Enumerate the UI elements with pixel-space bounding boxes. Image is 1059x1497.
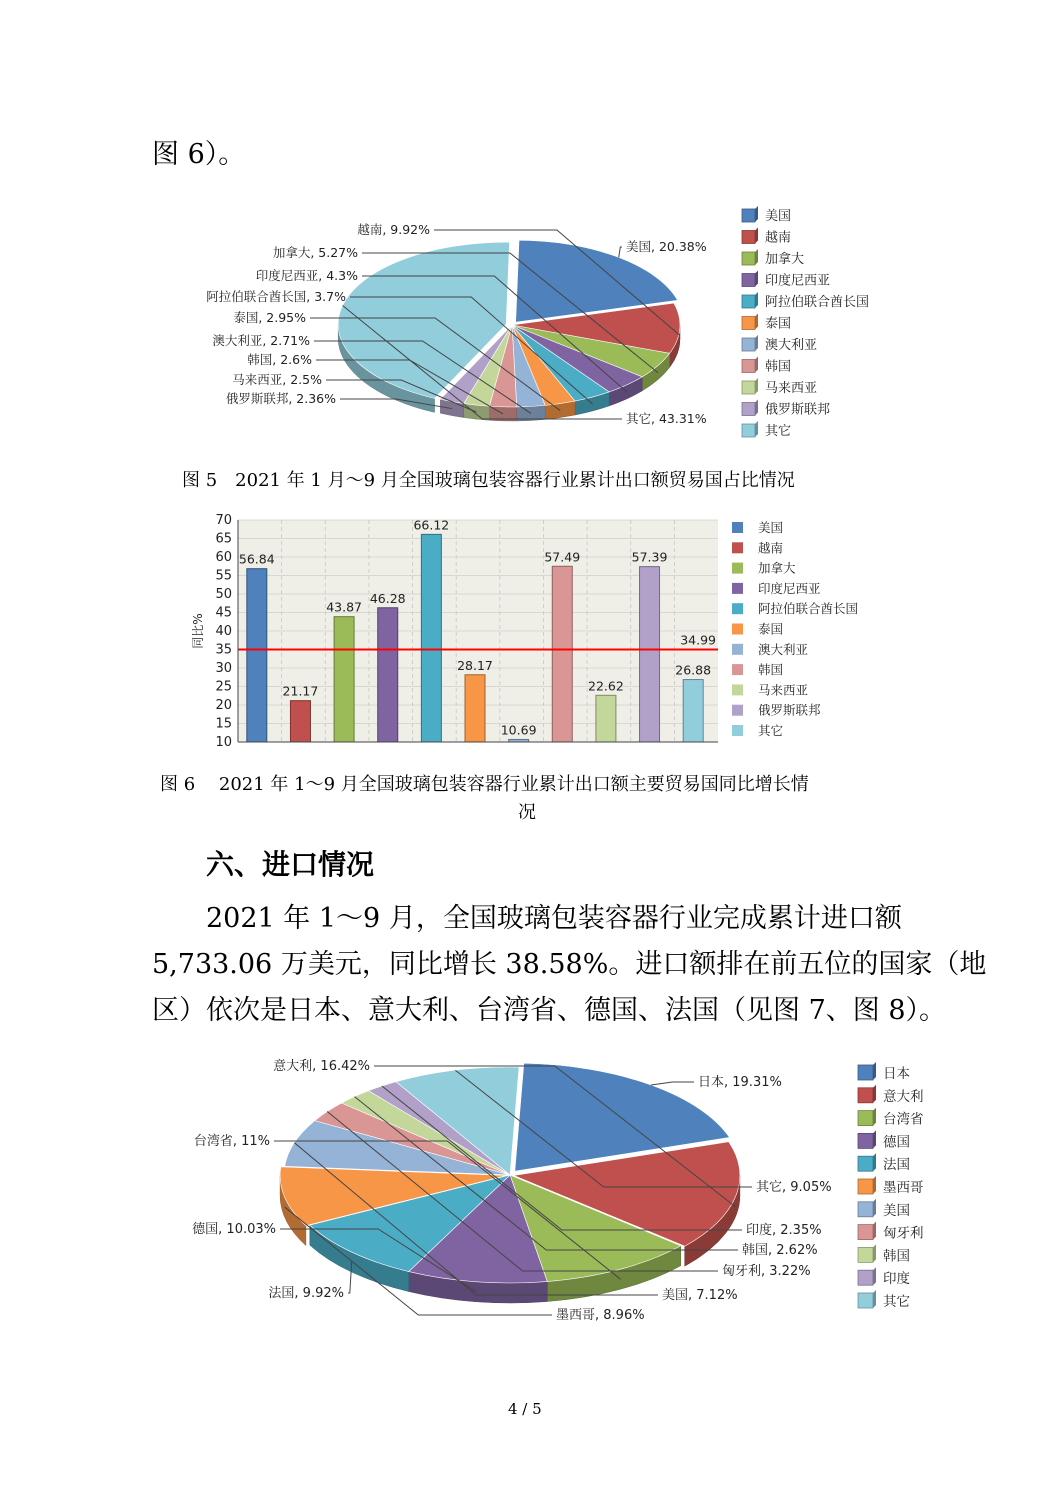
- fig5-legend-swatch-10: [742, 403, 755, 416]
- fig5-legend-swatch-side-4: [755, 271, 758, 287]
- fig6-legend-label-4: 印度尼西亚: [758, 580, 821, 596]
- fig6-legend-swatch-9: [732, 684, 743, 695]
- fig7-legend-label-6: 墨西哥: [883, 1180, 924, 1196]
- fig5-data-label-7: 澳大利亚, 2.71%: [212, 333, 310, 348]
- fig7-legend-swatch-side-9: [873, 1244, 876, 1262]
- fig6-legend-label-3: 加拿大: [758, 560, 796, 576]
- fig5-legend-swatch-side-10: [755, 400, 758, 416]
- bar-value-label-8: 57.49: [544, 549, 581, 565]
- bar-3: [334, 617, 354, 742]
- fig7-data-label-6: 墨西哥, 8.96%: [556, 1308, 645, 1323]
- fig5-legend-swatch-side-1: [755, 206, 758, 222]
- fig6-legend-label-2: 越南: [758, 540, 784, 556]
- fig7-legend-swatch-3: [858, 1111, 873, 1126]
- bar-value-label-7: 10.69: [500, 722, 537, 738]
- fig6-legend-label-8: 韩国: [758, 662, 784, 678]
- fig5-data-label-9: 马来西亚, 2.5%: [232, 372, 322, 387]
- y-tick-label-7: 40: [215, 624, 232, 639]
- bar-6: [465, 675, 485, 742]
- fig7-legend-swatch-6: [858, 1179, 873, 1194]
- fig6-legend-label-6: 泰国: [758, 621, 784, 637]
- fig7-legend-swatch-5: [858, 1156, 873, 1171]
- fig5-export-share-pie-chart: [150, 195, 910, 455]
- fig7-data-label-4: 德国, 10.03%: [192, 1222, 276, 1237]
- paragraph-line-1: 2021 年 1～9 月，全国玻璃包装容器行业完成累计进口额: [206, 903, 902, 934]
- bar-8: [552, 566, 572, 742]
- fig5-data-label-1: 美国, 20.38%: [626, 239, 707, 254]
- fig5-legend-swatch-9: [742, 381, 755, 394]
- fig5-data-label-5: 阿拉伯联合酋长国, 3.7%: [206, 289, 346, 304]
- fig5-data-label-8: 韩国, 2.6%: [247, 352, 312, 367]
- fig7-legend-swatch-7: [858, 1202, 873, 1217]
- y-tick-label-6: 35: [215, 642, 232, 658]
- fig5-legend-swatch-side-7: [755, 335, 758, 351]
- fig5-legend-label-1: 美国: [765, 209, 792, 224]
- fig7-legend-swatch-11: [858, 1293, 873, 1308]
- fig7-leader-line-1: [651, 1082, 694, 1085]
- fig6-legend-swatch-5: [732, 603, 743, 614]
- fig6-legend-label-10: 俄罗斯联邦: [758, 702, 821, 718]
- y-tick-label-13: 70: [215, 513, 232, 528]
- fig7-data-label-1: 日本, 19.31%: [698, 1075, 782, 1090]
- fig5-legend-swatch-3: [742, 252, 755, 265]
- fig7-legend-swatch-9: [858, 1247, 873, 1262]
- fig6-caption-line2: 况: [518, 802, 536, 823]
- fig6-legend-swatch-6: [732, 624, 743, 635]
- fig7-data-label-11: 其它, 9.05%: [756, 1180, 832, 1195]
- fig6-legend-swatch-7: [732, 644, 743, 655]
- fig6-legend-swatch-8: [732, 664, 743, 675]
- fig7-legend-swatch-2: [858, 1088, 873, 1103]
- fig7-legend-swatch-10: [858, 1270, 873, 1285]
- fig7-legend-swatch-side-2: [873, 1085, 876, 1103]
- fig6-legend-swatch-10: [732, 705, 743, 716]
- fig5-legend-swatch-side-9: [755, 378, 758, 394]
- bar-value-label-2: 21.17: [282, 683, 319, 699]
- fig5-legend-label-8: 韩国: [765, 359, 792, 375]
- page-number: 4 / 5: [508, 1400, 542, 1418]
- fig7-data-label-5: 法国, 9.92%: [268, 1286, 344, 1301]
- y-tick-label-3: 20: [215, 698, 232, 713]
- bar-value-label-6: 28.17: [457, 657, 493, 673]
- fig5-leader-line-1: [619, 247, 622, 257]
- fig7-legend-swatch-side-4: [873, 1130, 876, 1148]
- fig5-data-label-3: 加拿大, 5.27%: [272, 245, 358, 260]
- fig5-legend-swatch-side-8: [755, 357, 758, 373]
- fig7-legend-label-3: 台湾省: [883, 1111, 924, 1128]
- bar-value-label-10: 57.39: [631, 549, 668, 565]
- fig5-data-label-11: 其它, 43.31%: [626, 411, 707, 426]
- fig7-legend-label-9: 韩国: [883, 1248, 910, 1265]
- bar-1: [247, 569, 267, 742]
- bar-value-label-3: 43.87: [326, 599, 362, 615]
- fig7-legend-label-1: 日本: [883, 1066, 910, 1082]
- fig5-legend-label-4: 印度尼西亚: [765, 273, 831, 289]
- fig6-caption-line1: 图 6 2021 年 1～9 月全国玻璃包装容器行业累计出口额主要贸易国同比增长情: [160, 774, 809, 795]
- fig7-import-share-pie-chart: [170, 1045, 960, 1335]
- fig6-legend-label-7: 澳大利亚: [758, 641, 809, 657]
- bar-value-label-1: 56.84: [238, 551, 275, 567]
- fig5-legend-swatch-2: [742, 231, 755, 244]
- fig5-legend-label-5: 阿拉伯联合酋长国: [765, 295, 870, 310]
- fig6-legend-label-1: 美国: [758, 520, 784, 535]
- bar-value-label-11: 26.88: [675, 662, 712, 678]
- fig7-legend-swatch-side-8: [873, 1222, 876, 1240]
- y-tick-label-8: 45: [215, 605, 232, 621]
- paragraph-line-2: 5,733.06 万美元，同比增长 38.58%。进口额排在前五位的国家（地: [152, 949, 987, 980]
- y-tick-label-2: 15: [215, 716, 232, 732]
- fig5-caption: 图 5 2021 年 1 月～9 月全国玻璃包装容器行业累计出口额贸易国占比情况: [182, 470, 795, 491]
- fig7-data-label-2: 意大利, 16.42%: [273, 1059, 370, 1074]
- fig5-data-label-10: 俄罗斯联邦, 2.36%: [225, 391, 336, 406]
- fig5-legend-swatch-side-11: [755, 421, 758, 437]
- fig5-legend-label-7: 澳大利亚: [765, 338, 818, 353]
- fig5-legend-swatch-side-3: [755, 249, 758, 265]
- fig5-data-label-6: 泰国, 2.95%: [233, 310, 306, 325]
- fig5-legend-label-3: 加拿大: [765, 252, 805, 267]
- y-tick-label-9: 50: [215, 587, 232, 602]
- fig5-legend-swatch-11: [742, 424, 755, 437]
- bar-value-label-4: 46.28: [369, 590, 406, 606]
- bar-value-label-9: 22.62: [588, 678, 624, 694]
- fig6-legend-swatch-4: [732, 583, 743, 594]
- fig6-legend-swatch-3: [732, 563, 743, 574]
- fig6-growth-bar-chart: [190, 505, 880, 755]
- fig7-legend-swatch-side-5: [873, 1153, 876, 1171]
- fig7-legend-label-8: 匈牙利: [883, 1225, 924, 1242]
- fig5-data-label-4: 印度尼西亚, 4.3%: [255, 268, 358, 283]
- fig5-legend-swatch-1: [742, 209, 755, 222]
- fig7-legend-label-4: 德国: [883, 1134, 910, 1151]
- fig6-legend-label-9: 马来西亚: [758, 682, 809, 698]
- fig7-data-label-9: 韩国, 2.62%: [742, 1243, 818, 1258]
- bar-9: [596, 695, 616, 742]
- fig5-legend-swatch-side-2: [755, 228, 758, 244]
- fig5-leader-line-10: [340, 399, 452, 409]
- fig5-legend-label-6: 泰国: [765, 316, 792, 332]
- fig7-legend-swatch-side-1: [873, 1062, 876, 1080]
- bar-4: [378, 608, 398, 742]
- y-axis-label: 同比%: [191, 613, 205, 649]
- section-heading: 六、进口情况: [206, 848, 375, 881]
- fig7-legend-swatch-1: [858, 1065, 873, 1080]
- y-tick-label-1: 10: [215, 735, 232, 750]
- paragraph-line-3: 区）依次是日本、意大利、台湾省、德国、法国（见图 7、图 8）。: [152, 995, 947, 1026]
- y-tick-label-4: 25: [215, 679, 232, 695]
- fig6-legend-swatch-1: [732, 522, 743, 533]
- y-tick-label-5: 30: [215, 661, 232, 676]
- fig5-legend-swatch-7: [742, 338, 755, 351]
- fig5-legend-label-2: 越南: [765, 230, 792, 246]
- fig7-data-label-3: 台湾省, 11%: [193, 1134, 270, 1149]
- fig5-legend-swatch-6: [742, 317, 755, 330]
- fig7-legend-label-10: 印度: [883, 1271, 910, 1288]
- fig5-legend-swatch-8: [742, 360, 755, 373]
- fig7-data-label-7: 美国, 7.12%: [662, 1288, 738, 1303]
- fig7-legend-swatch-side-3: [873, 1108, 876, 1126]
- fig5-legend-label-11: 其它: [765, 424, 792, 439]
- fig7-data-label-10: 印度, 2.35%: [746, 1223, 822, 1238]
- fig7-legend-label-7: 美国: [883, 1202, 910, 1219]
- fig7-legend-swatch-side-10: [873, 1267, 876, 1285]
- fig6-legend-label-11: 其它: [758, 723, 784, 738]
- fig7-legend-swatch-4: [858, 1133, 873, 1148]
- fig7-legend-label-11: 其它: [883, 1294, 910, 1310]
- fig5-legend-swatch-4: [742, 274, 755, 287]
- fig6-legend-swatch-2: [732, 542, 743, 553]
- fig7-legend-swatch-8: [858, 1225, 873, 1240]
- y-tick-label-10: 55: [215, 568, 232, 584]
- fig5-data-label-2: 越南, 9.92%: [357, 222, 430, 237]
- fig7-legend-swatch-side-7: [873, 1199, 876, 1217]
- y-tick-label-11: 60: [215, 550, 232, 565]
- fig6-legend-swatch-11: [732, 725, 743, 736]
- fig7-legend-swatch-side-11: [873, 1290, 876, 1308]
- bar-value-label-5: 66.12: [413, 517, 450, 533]
- fig7-legend-label-2: 意大利: [883, 1088, 924, 1105]
- fig6-legend-label-5: 阿拉伯联合酋长国: [758, 601, 859, 617]
- fig5-legend-swatch-side-6: [755, 314, 758, 330]
- fig5-legend-label-9: 马来西亚: [765, 381, 818, 396]
- bar-11: [683, 680, 703, 742]
- fig5-legend-swatch-side-5: [755, 292, 758, 308]
- fig7-data-label-8: 匈牙利, 3.22%: [722, 1264, 811, 1279]
- fig5-legend-label-10: 俄罗斯联邦: [765, 402, 831, 418]
- fig7-legend-label-5: 法国: [883, 1157, 910, 1174]
- bar-5: [421, 534, 441, 742]
- y-tick-label-12: 65: [215, 531, 232, 547]
- reference-line-label: 34.99: [680, 632, 716, 648]
- fig5-legend-swatch-5: [742, 295, 755, 308]
- fig7-legend-swatch-side-6: [873, 1176, 876, 1194]
- top-text-fragment: 图 6）。: [152, 139, 246, 170]
- bar-10: [640, 567, 660, 742]
- bar-2: [290, 701, 310, 742]
